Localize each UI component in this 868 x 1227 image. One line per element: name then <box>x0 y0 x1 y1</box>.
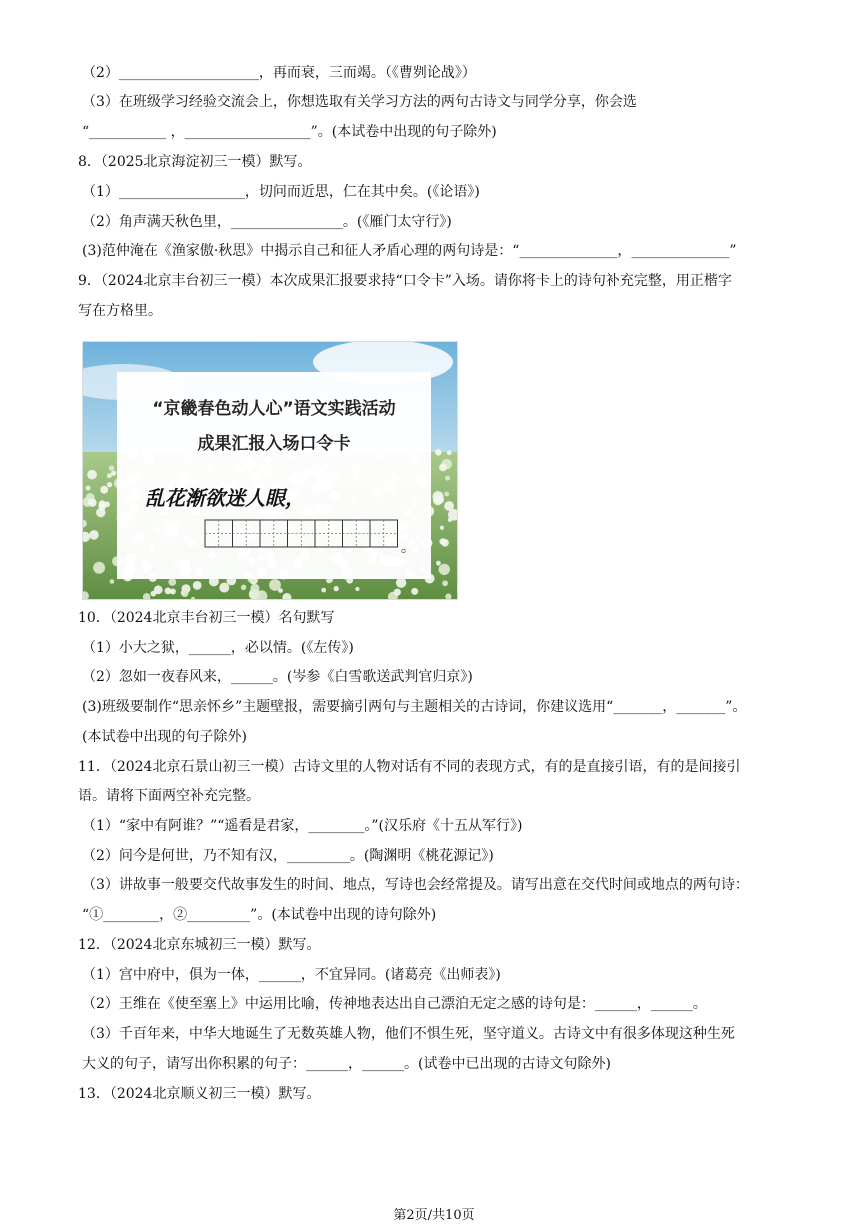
flower <box>89 530 99 540</box>
text-line: （1）小大之狱，______，必以情。(《左传》) <box>82 640 354 656</box>
text-line: 9．（2024北京丰台初三一模）本次成果汇报要求持“口令卡”入场。请你将卡上的诗句补充完整，用正楷字 <box>78 273 732 289</box>
text-line: (3)范仲淹在《渔家傲·秋思》中揭示自己和征人矛盾心理的两句诗是：“______________，______________” <box>82 243 737 259</box>
flower <box>436 561 441 566</box>
flower <box>154 585 163 594</box>
flower <box>442 580 448 586</box>
text-line: （1）宫中府中，俱为一体，______，不宜异同。(诸葛亮《出师表》) <box>82 967 501 983</box>
text-line: 11．（2024北京石景山初三一模）古诗文里的人物对话有不同的表现方式，有的是直接引语，有的是间接引 <box>78 759 741 775</box>
card-period: 。 <box>401 540 415 556</box>
flower <box>110 579 115 584</box>
text-line: （2）忽如一夜春风来，______。(岑参《白雪歌送武判官归京》) <box>82 669 473 685</box>
flower <box>100 486 108 494</box>
flower <box>107 473 112 478</box>
text-line: （2）问今是何世，乃不知有汉，_________。(陶渊明《桃花源记》) <box>82 848 494 864</box>
flower <box>355 587 359 591</box>
card-verse: 乱花渐欲迷人眼， <box>145 486 305 510</box>
flower <box>435 449 442 456</box>
flower <box>411 588 418 595</box>
flower <box>250 584 259 593</box>
flower <box>394 589 401 596</box>
text-line: （2）王维在《使至塞上》中运用比喻，传神地表达出自己漂泊无定之感的诗句是：______，______。 <box>82 996 707 1012</box>
flower <box>111 471 116 476</box>
flower <box>181 589 189 597</box>
text-line: （3）千百年来，中华大地诞生了无数英雄人物，他们不惧生死，坚守道义。古诗文中有很多体现这种生死 <box>82 1026 735 1042</box>
text-line: （3）讲故事一般要交代故事发生的时间、地点，写诗也会经常提及。请写出意在交代时间或地点的两句诗： <box>82 877 749 893</box>
flower <box>396 578 406 588</box>
flower <box>448 518 452 522</box>
text-line: “①________，②_________”。(本试卷中出现的诗句除外) <box>82 907 437 923</box>
flower <box>107 482 112 487</box>
text-line: (3)班级要制作“思亲怀乡”主题壁报，需要摘引两句与主题相关的古诗词，你建议选用“_______，_______”。 <box>82 699 747 715</box>
flower <box>269 579 281 591</box>
flower <box>447 450 452 455</box>
text-line: （2）____________________，再而衰，三而竭。（《曹刿论战》） <box>82 65 476 81</box>
text-line: （1）“家中有阿谁？”“遥看是君家，________。”(汉乐府《十五从军行》) <box>82 818 523 834</box>
flower <box>93 562 105 574</box>
text-line: 12．（2024北京东城初三一模）默写。 <box>78 937 321 953</box>
text-line: 语。请将下面两空补充完整。 <box>78 788 260 804</box>
flower <box>219 583 229 593</box>
flower <box>109 465 114 470</box>
flower <box>99 500 106 507</box>
flower <box>441 539 449 547</box>
text-line: 写在方格里。 <box>78 303 162 319</box>
text-line: (本试卷中出现的句子除外) <box>82 729 247 745</box>
flower <box>439 564 450 575</box>
flower <box>87 470 97 480</box>
flower <box>165 588 172 595</box>
text-line: 13．（2024北京顺义初三一模）默写。 <box>78 1086 321 1102</box>
flower <box>445 476 450 481</box>
flower <box>334 586 339 591</box>
password-card-image <box>82 341 458 600</box>
text-line: （2）角声满天秋色里，________________。(《雁门太守行》) <box>82 214 452 230</box>
flower <box>440 526 444 530</box>
text-line: 8．（2025北京海淀初三一模）默写。 <box>78 154 312 170</box>
flower <box>433 496 443 506</box>
flower <box>241 585 246 590</box>
text-line: 大义的句子，请写出你积累的句子：______，______。(试卷中已出现的古诗文句除外) <box>82 1056 611 1072</box>
password-card <box>83 342 457 599</box>
card-title-2: 成果汇报入场口令卡 <box>197 434 351 454</box>
flower <box>444 492 449 497</box>
flower <box>86 486 91 491</box>
flower <box>168 578 176 586</box>
flower <box>88 499 93 504</box>
text-line: “___________ ，__________________”。(本试卷中出现的句子除外) <box>82 124 497 140</box>
flower <box>321 588 326 593</box>
flower <box>439 464 447 472</box>
text-line: （3）在班级学习经验交流会上，你想选取有关学习方法的两句古诗文与同学分享，你会选 <box>82 94 637 110</box>
text-line: （1）__________________，切问而近思，仁在其中矣。(《论语》) <box>82 184 480 200</box>
card-title-1: “京畿春色动人心”语文实践活动 <box>152 399 396 419</box>
flower <box>193 581 202 590</box>
text-line: 10．（2024北京丰台初三一模）名句默写 <box>78 610 335 626</box>
page-footer: 第2页/共10页 <box>393 1208 475 1223</box>
